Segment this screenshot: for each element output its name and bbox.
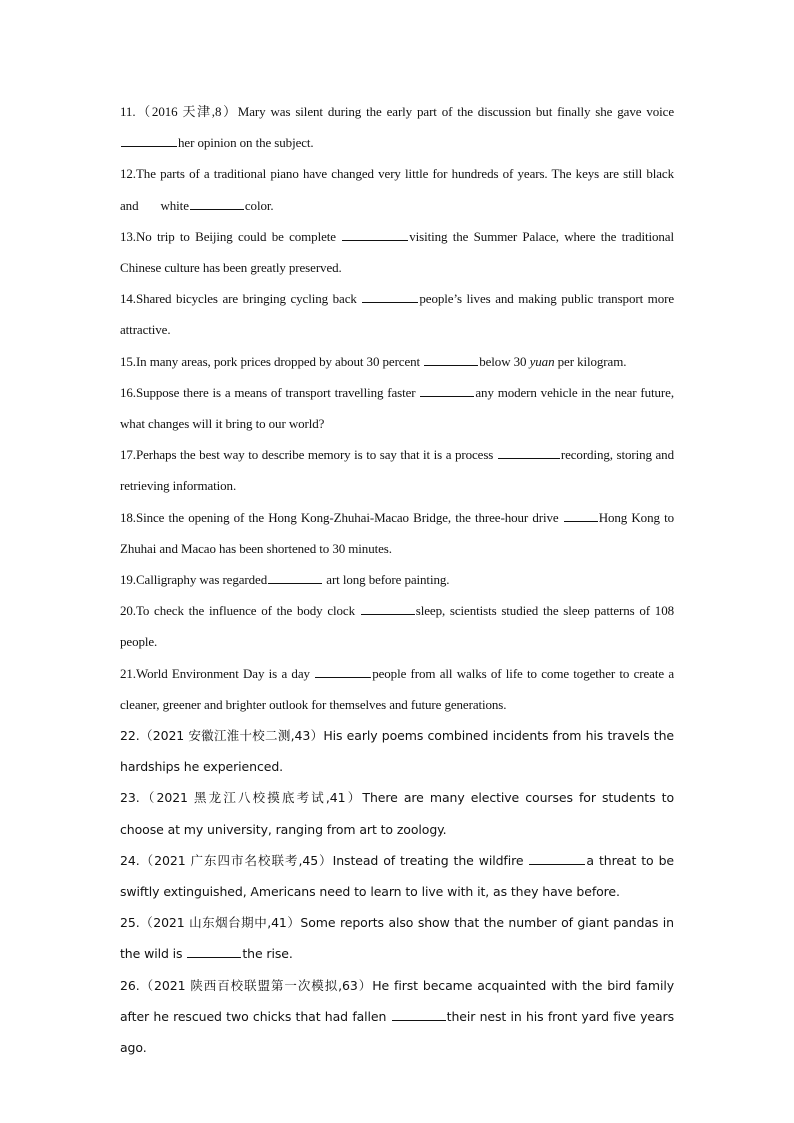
question-23 <box>120 782 674 844</box>
question-text: 20.To check the influence of the body clock <box>120 603 360 619</box>
question-text: 26.（2021 陕西百校联盟第一次模拟,63）He first became acquainted with the bird family after he rescued two chicks that had fallen <box>120 977 674 1024</box>
question-text: 12.The parts of a traditional piano have changed very little for hundreds of years. The keys are still black and <box>120 166 674 213</box>
answer-blank[interactable] <box>190 197 244 210</box>
question-11 <box>120 96 674 158</box>
question-text: people from all walks of life to come together to create a cleaner, greener and brighter outlook for themselves and future generations. <box>120 665 675 712</box>
question-20 <box>120 595 674 657</box>
question-18 <box>120 502 674 564</box>
question-12 <box>120 158 674 220</box>
question-text: 18.Since the opening of the Hong Kong-Zhuhai-Macao Bridge, the three-hour drive <box>120 509 563 525</box>
question-text: below 30 <box>479 353 530 369</box>
answer-blank[interactable] <box>187 945 241 958</box>
exercise-page <box>120 96 674 1063</box>
question-text: 13.No trip to Beijing could be complete <box>120 228 342 244</box>
question-text: people’s lives and making public transport more attractive. <box>120 291 674 338</box>
question-text: 24.（2021 广东四市名校联考,45）Instead of treating the wildfire <box>120 852 529 868</box>
answer-blank[interactable] <box>268 571 322 584</box>
answer-blank[interactable] <box>315 665 371 678</box>
question-24 <box>120 845 674 907</box>
answer-blank[interactable] <box>564 509 598 522</box>
question-text: any modern vehicle in the near future, what changes will it bring to our world? <box>120 384 674 432</box>
question-text: 22.（2021 安徽江淮十校二测,43）His early poems combined incidents from his travels the hardships he experienced. <box>120 728 674 775</box>
question-text: 14.Shared bicycles are bringing cycling back <box>120 291 362 307</box>
question-text: 25.（2021 山东烟台期中,41）Some reports also show that the number of giant pandas in the wild is <box>120 915 674 962</box>
question-text: a threat to be swiftly extinguished, Americans need to learn to live with it, as they have before. <box>120 852 674 900</box>
answer-blank[interactable] <box>424 353 478 366</box>
answer-blank[interactable] <box>529 852 585 865</box>
question-text: 21.World Environment Day is a day <box>120 665 315 681</box>
answer-blank[interactable] <box>362 290 418 303</box>
answer-blank[interactable] <box>392 1008 446 1021</box>
question-text: per kilogram. <box>554 353 627 369</box>
answer-blank[interactable] <box>498 446 560 459</box>
question-text: 15.In many areas, pork prices dropped by about 30 percent <box>120 353 424 369</box>
question-text: white <box>160 197 189 213</box>
question-text: her opinion on the subject. <box>178 135 314 151</box>
question-22 <box>120 720 674 782</box>
question-text: art long before painting. <box>323 572 450 588</box>
question-text: recording, storing and retrieving information. <box>120 447 674 494</box>
question-text: the rise. <box>242 946 293 962</box>
question-text: visiting the Summer Palace, where the traditional Chinese culture has been greatly preserved. <box>120 228 674 276</box>
answer-blank[interactable] <box>121 134 177 147</box>
question-13 <box>120 221 674 283</box>
answer-blank[interactable] <box>420 384 474 397</box>
question-text: sleep, scientists studied the sleep patterns of 108 people. <box>120 603 674 650</box>
question-17 <box>120 439 674 501</box>
question-text: their nest in his front yard five years ago. <box>120 1008 674 1056</box>
question-text-italic: yuan <box>529 353 555 369</box>
question-15 <box>120 346 674 377</box>
question-19 <box>120 564 674 595</box>
question-text: color. <box>244 197 274 213</box>
question-text: 16.Suppose there is a means of transport travelling faster <box>120 384 420 400</box>
question-text: 19.Calligraphy was regarded <box>120 572 268 588</box>
question-text: 23.（2021 黑龙江八校摸底考试,41）There are many elective courses for students to choose at my university, ranging from art to zoology. <box>120 790 674 837</box>
answer-blank[interactable] <box>342 228 408 241</box>
question-14 <box>120 283 674 345</box>
answer-blank[interactable] <box>361 602 415 615</box>
question-text: 17.Perhaps the best way to describe memory is to say that it is a process <box>120 447 497 463</box>
question-text: Hong Kong to Zhuhai and Macao has been shortened to 30 minutes. <box>120 509 674 556</box>
question-16 <box>120 377 674 439</box>
question-25 <box>120 907 674 969</box>
question-text: 11.（2016 天津,8）Mary was silent during the early part of the discussion but finally she gave voice <box>120 104 674 119</box>
question-26 <box>120 970 674 1064</box>
question-21 <box>120 658 674 720</box>
